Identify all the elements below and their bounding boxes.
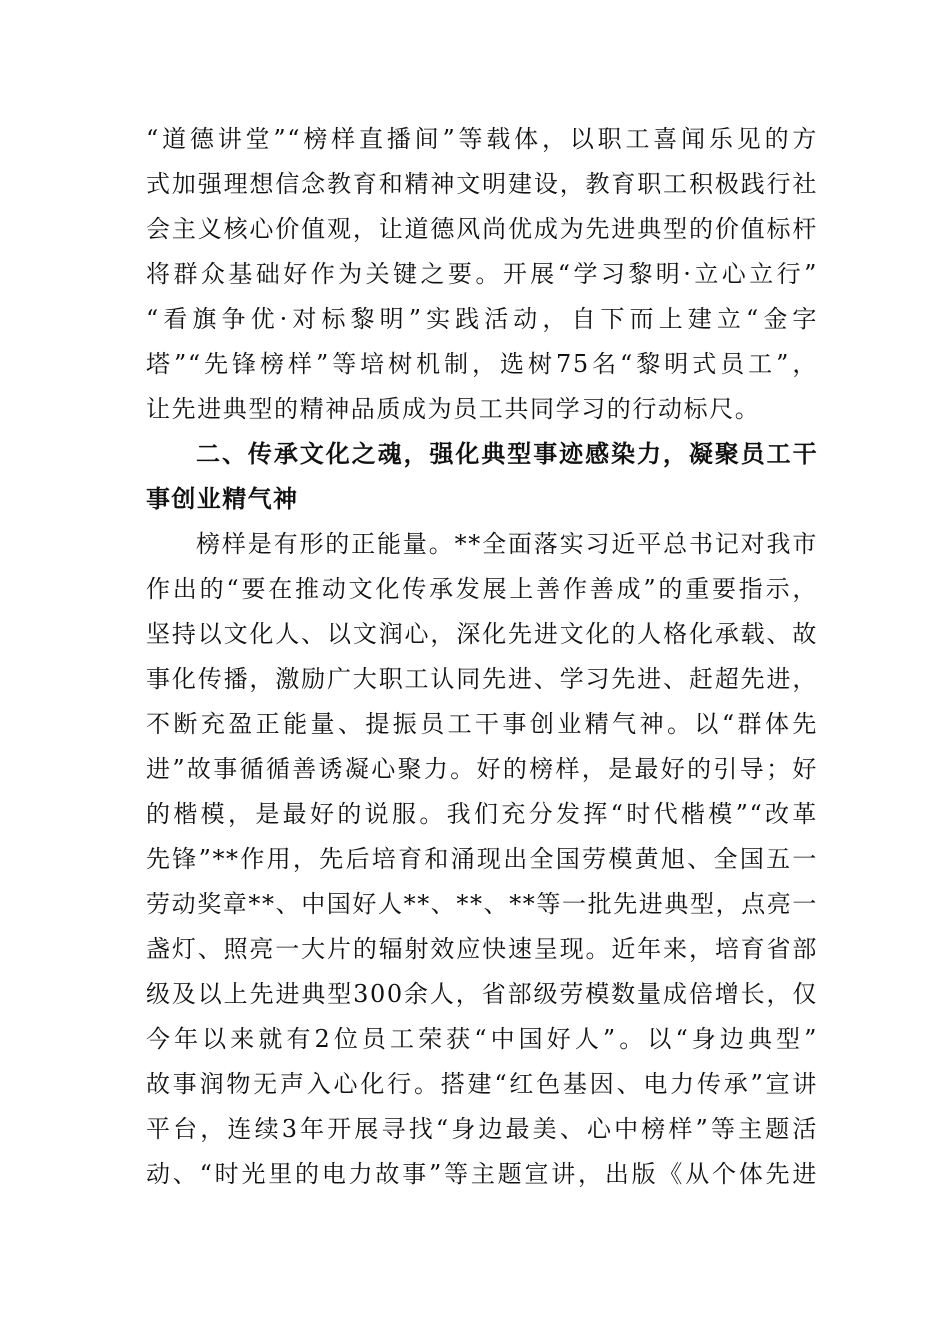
paragraph-role-models <box>146 522 818 1197</box>
text-line: 平台，连续3年开展寻找“身边最美、心中榜样”等主题活 <box>146 1115 818 1143</box>
text-line: 将群众基础好作为关键之要。开展“学习黎明·立心立行” <box>146 260 818 288</box>
text-line: 坚持以文化人、以文润心，深化先进文化的人格化承载、故 <box>146 620 818 648</box>
text-line: 式加强理想信念教育和精神文明建设，教育职工积极践行社 <box>146 170 818 198</box>
heading-line: 二、传承文化之魂，强化典型事迹感染力，凝聚员工干 <box>196 440 818 468</box>
text-line: 事化传播，激励广大职工认同先进、学习先进、赶超先进， <box>146 665 818 693</box>
text-line: 先锋”**作用，先后培育和涌现出全国劳模黄旭、全国五一 <box>146 845 818 873</box>
text-line: 榜样是有形的正能量。**全面落实习近平总书记对我市 <box>196 530 818 558</box>
text-line: 劳动奖章**、中国好人**、**、**等一批先进典型，点亮一 <box>146 890 818 918</box>
text-line: 级及以上先进典型300余人，省部级劳模数量成倍增长，仅 <box>146 980 818 1008</box>
text-line: 让先进典型的精神品质成为员工共同学习的行动标尺。 <box>146 395 761 423</box>
text-line: 进”故事循循善诱凝心聚力。好的榜样，是最好的引导；好 <box>146 755 818 783</box>
text-line: 动、“时光里的电力故事”等主题宣讲，出版《从个体先进 <box>146 1160 818 1188</box>
text-line: “看旗争优·对标黎明”实践活动，自下而上建立“金字 <box>146 305 818 333</box>
heading-line: 事创业精气神 <box>146 485 299 513</box>
text-line: 塔”“先锋榜样”等培树机制，选树75名“黎明式员工”， <box>146 350 818 378</box>
section-heading <box>146 432 818 522</box>
text-line: “道德讲堂”“榜样直播间”等载体，以职工喜闻乐见的方 <box>146 125 818 153</box>
text-line: 今年以来就有2位员工荣获“中国好人”。以“身边典型” <box>146 1025 818 1053</box>
text-line: 作出的“要在推动文化传承发展上善作善成”的重要指示， <box>146 575 818 603</box>
text-line: 盏灯、照亮一大片的辐射效应快速呈现。近年来，培育省部 <box>146 935 818 963</box>
text-line: 不断充盈正能量、提振员工干事创业精气神。以“群体先 <box>146 710 818 738</box>
document-page <box>146 117 818 1197</box>
text-line: 会主义核心价值观，让道德风尚优成为先进典型的价值标杆 <box>146 215 818 243</box>
paragraph-moral-education <box>146 117 818 432</box>
text-line: 的楷模，是最好的说服。我们充分发挥“时代楷模”“改革 <box>146 800 818 828</box>
text-line: 故事润物无声入心化行。搭建“红色基因、电力传承”宣讲 <box>146 1070 818 1098</box>
